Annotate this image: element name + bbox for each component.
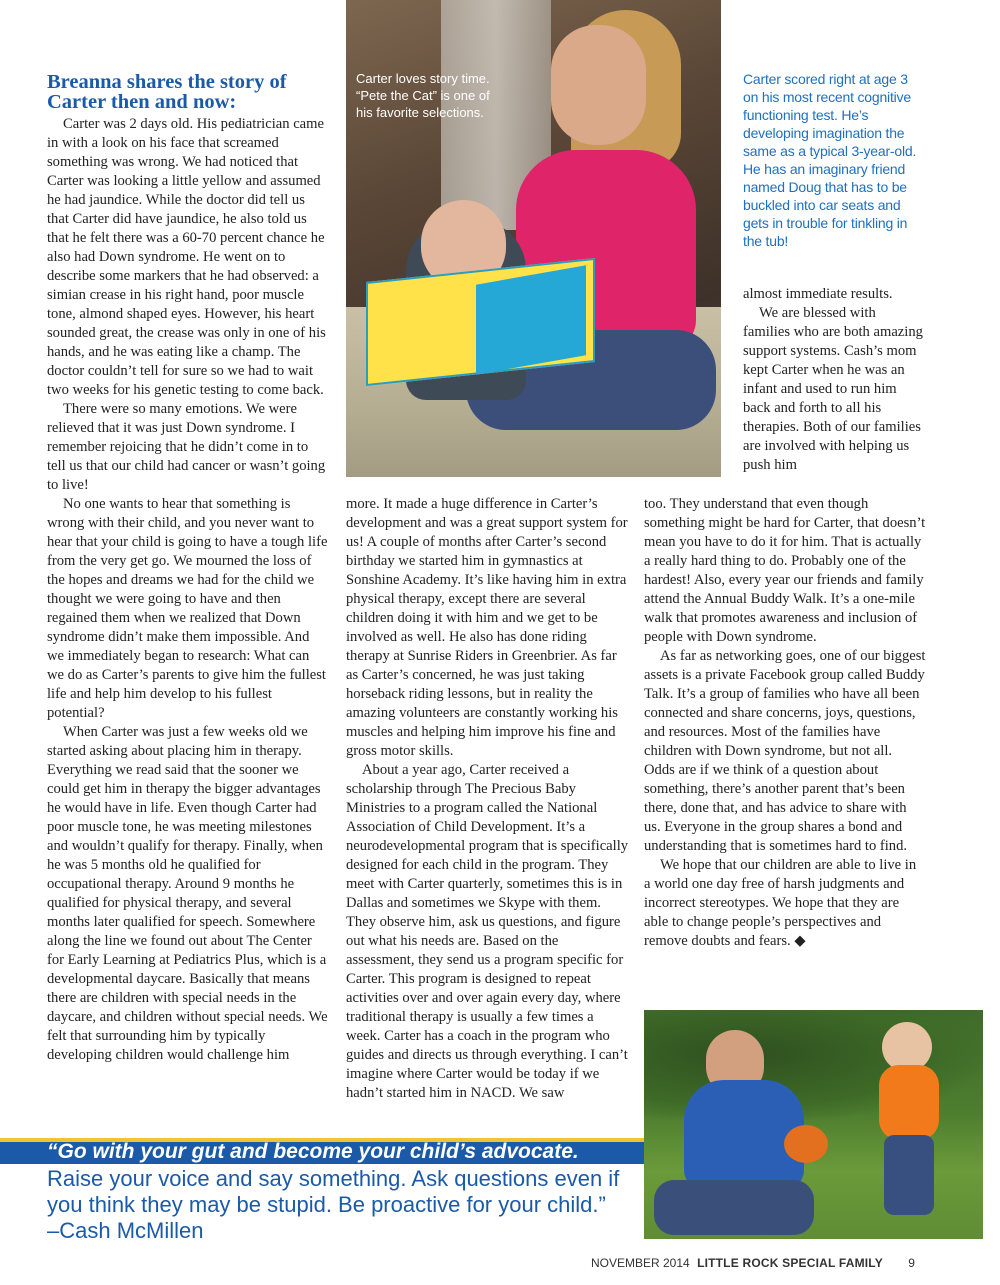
issue-date: NOVEMBER 2014 [591,1256,690,1270]
page-number: 9 [908,1256,915,1270]
pullquote-lead: “Go with your gut and become your child’s advocate. [47,1140,579,1163]
story-heading: Breanna shares the story of Carter then and now: [47,71,287,113]
photo-caption: Carter loves story time. “Pete the Cat” is one of his favorite selections. [356,71,490,120]
photo-father-and-son [644,1010,983,1239]
paragraph: more. It made a huge difference in Carter’s development and was a great support system for us! A couple of months after Carter’s second birthday we started him in gymnastics at Sonshine Academy. It’s like having him in extra physical therapy, except there are several children doing it with him and we get to be involved as well. He also has done riding therapy at Sunrise Riders in Greenbrier. As far as Carter’s concerned, he was just taking horseback riding lessons, but in reality the amazing volunteers are constantly working his muscles and helping him improve his fine and gross motor skills. [346,496,628,759]
article-column-2 [346,495,629,1103]
side-caption: Carter scored right at age 3 on his most recent cognitive functioning test. He’s developing imagination the same as a typical 3-year-old. He has an imaginary friend named Doug that has to be buckled into car seats and gets in trouble for tinkling in the tub! [743,71,917,249]
pullquote-attribution: –Cash McMillen [47,1218,204,1243]
paragraph: Carter was 2 days old. His pediatrician came in with a look on his face that screamed something was wrong. We had noticed that Carter was looking a little yellow and assumed he had jaundice. While the doctor did tell us that Carter did have jaundice, he also told us that he felt there was a 60-70 percent chance he also had Down syndrome. He went on to describe some markers that he had observed: a simian crease in his right hand, poor muscle tone, almond shaped eyes. However, his heart sounded great, the crease was only in one of his hands, and he was eating like a champ. The doctor couldn’t tell for sure so we had to wait two weeks for his genetic testing to come back. [47,116,326,398]
orange-ball [784,1125,828,1163]
pullquote-body: Raise your voice and say something. Ask questions even if you think they may be stupid. Be proactive for your child.” [47,1166,620,1217]
child-jeans [884,1135,934,1215]
father-jeans [654,1180,814,1235]
paragraph: As far as networking goes, one of our biggest assets is a private Facebook group called Buddy Talk. It’s a group of families who have all been connected and share concerns, joys, questions, and resources. Most of the families have children with Down syndrome, but not all. Odds are if we think of a question about something, there’s another parent that’s been there, done that, and has advice to share with us. Everyone in the group shares a bond and understanding that is sometimes hard to find. [644,648,926,854]
article-column-1 [47,115,329,1065]
child-orange-shirt [879,1065,939,1140]
article-column-3 [644,495,926,951]
paragraph: About a year ago, Carter received a scholarship through The Precious Baby Ministries to a program called the National Association of Child Development. It’s a neurodevelopmental program that is specifically designed for each child in the program. They meet with Carter quarterly, sometimes this is in Dallas and sometimes we Skype with them. They observe him, ask us questions, and figure out what his needs are. Based on the assessment, they send us a program specific for Carter. This program is designed to repeat activities over and over again every day, where traditional therapy is usually a few times a week. Carter has a coach in the program who guides and directs us through everything. I can’t imagine where Carter would be today if we hadn’t started him in NACD. We saw [346,762,629,1101]
paragraph: almost immediate results. [743,286,893,302]
paragraph: When Carter was just a few weeks old we started asking about placing him in therapy. Everything we read said that the sooner we could get him in therapy the bigger advantages he would have in life. Even though Carter had poor muscle tone, he was meeting milestones and wouldn’t qualify for therapy. Finally, when he was 5 months old he qualified for occupational therapy. Around 9 months he qualified for physical therapy, and several months later qualified for speech. Somewhere along the line we found out about The Center for Early Learning at Pediatrics Plus, which is a developmental daycare. Basically that means there are children with special needs in the daycare, and children without special needs. We felt that surrounding him by typically developing children would challenge him [47,724,328,1063]
mother-face [551,25,646,145]
paragraph: There were so many emotions. We were relieved that it was just Down syndrome. I remember rejoicing that he didn’t come in to tell us that our child had cancer or wasn’t going to live! [47,401,326,493]
publication-name: LITTLE ROCK SPECIAL FAMILY [697,1256,883,1270]
paragraph: No one wants to hear that something is wrong with their child, and you never want to hear that your child is going to have a tough life from the very get go. We mourned the loss of the hopes and dreams we had for the child we thought we were going to have and then regained them when we realized that Down syndrome didn’t make them impossible. And we immediately began to research: What can we do as Carter’s parents to give him the fullest life and help him develop to his fullest potential? [47,496,328,721]
page-footer [591,1256,971,1270]
paragraph: too. They understand that even though something might be hard for Carter, that doesn’t mean you have to do it for him. That is actually a really hard thing to do. Probably one of the hardest! Also, every year our friends and family attend the Annual Buddy Walk. It’s a one-mile walk that promotes awareness and inclusion of people with Down syndrome. [644,496,926,645]
article-column-3-top [743,285,925,475]
paragraph: We are blessed with families who are both amazing support systems. Cash’s mom kept Carter when he was an infant and used to run him back and forth to all his therapies. Both of our families are involved with helping us push him [743,305,923,473]
paragraph: We hope that our children are able to live in a world one day free of harsh judgments and incorrect stereotypes. We hope that they are able to change people’s perspectives and remove doubts and fears. ◆ [644,857,917,949]
pullquote [47,1138,637,1244]
